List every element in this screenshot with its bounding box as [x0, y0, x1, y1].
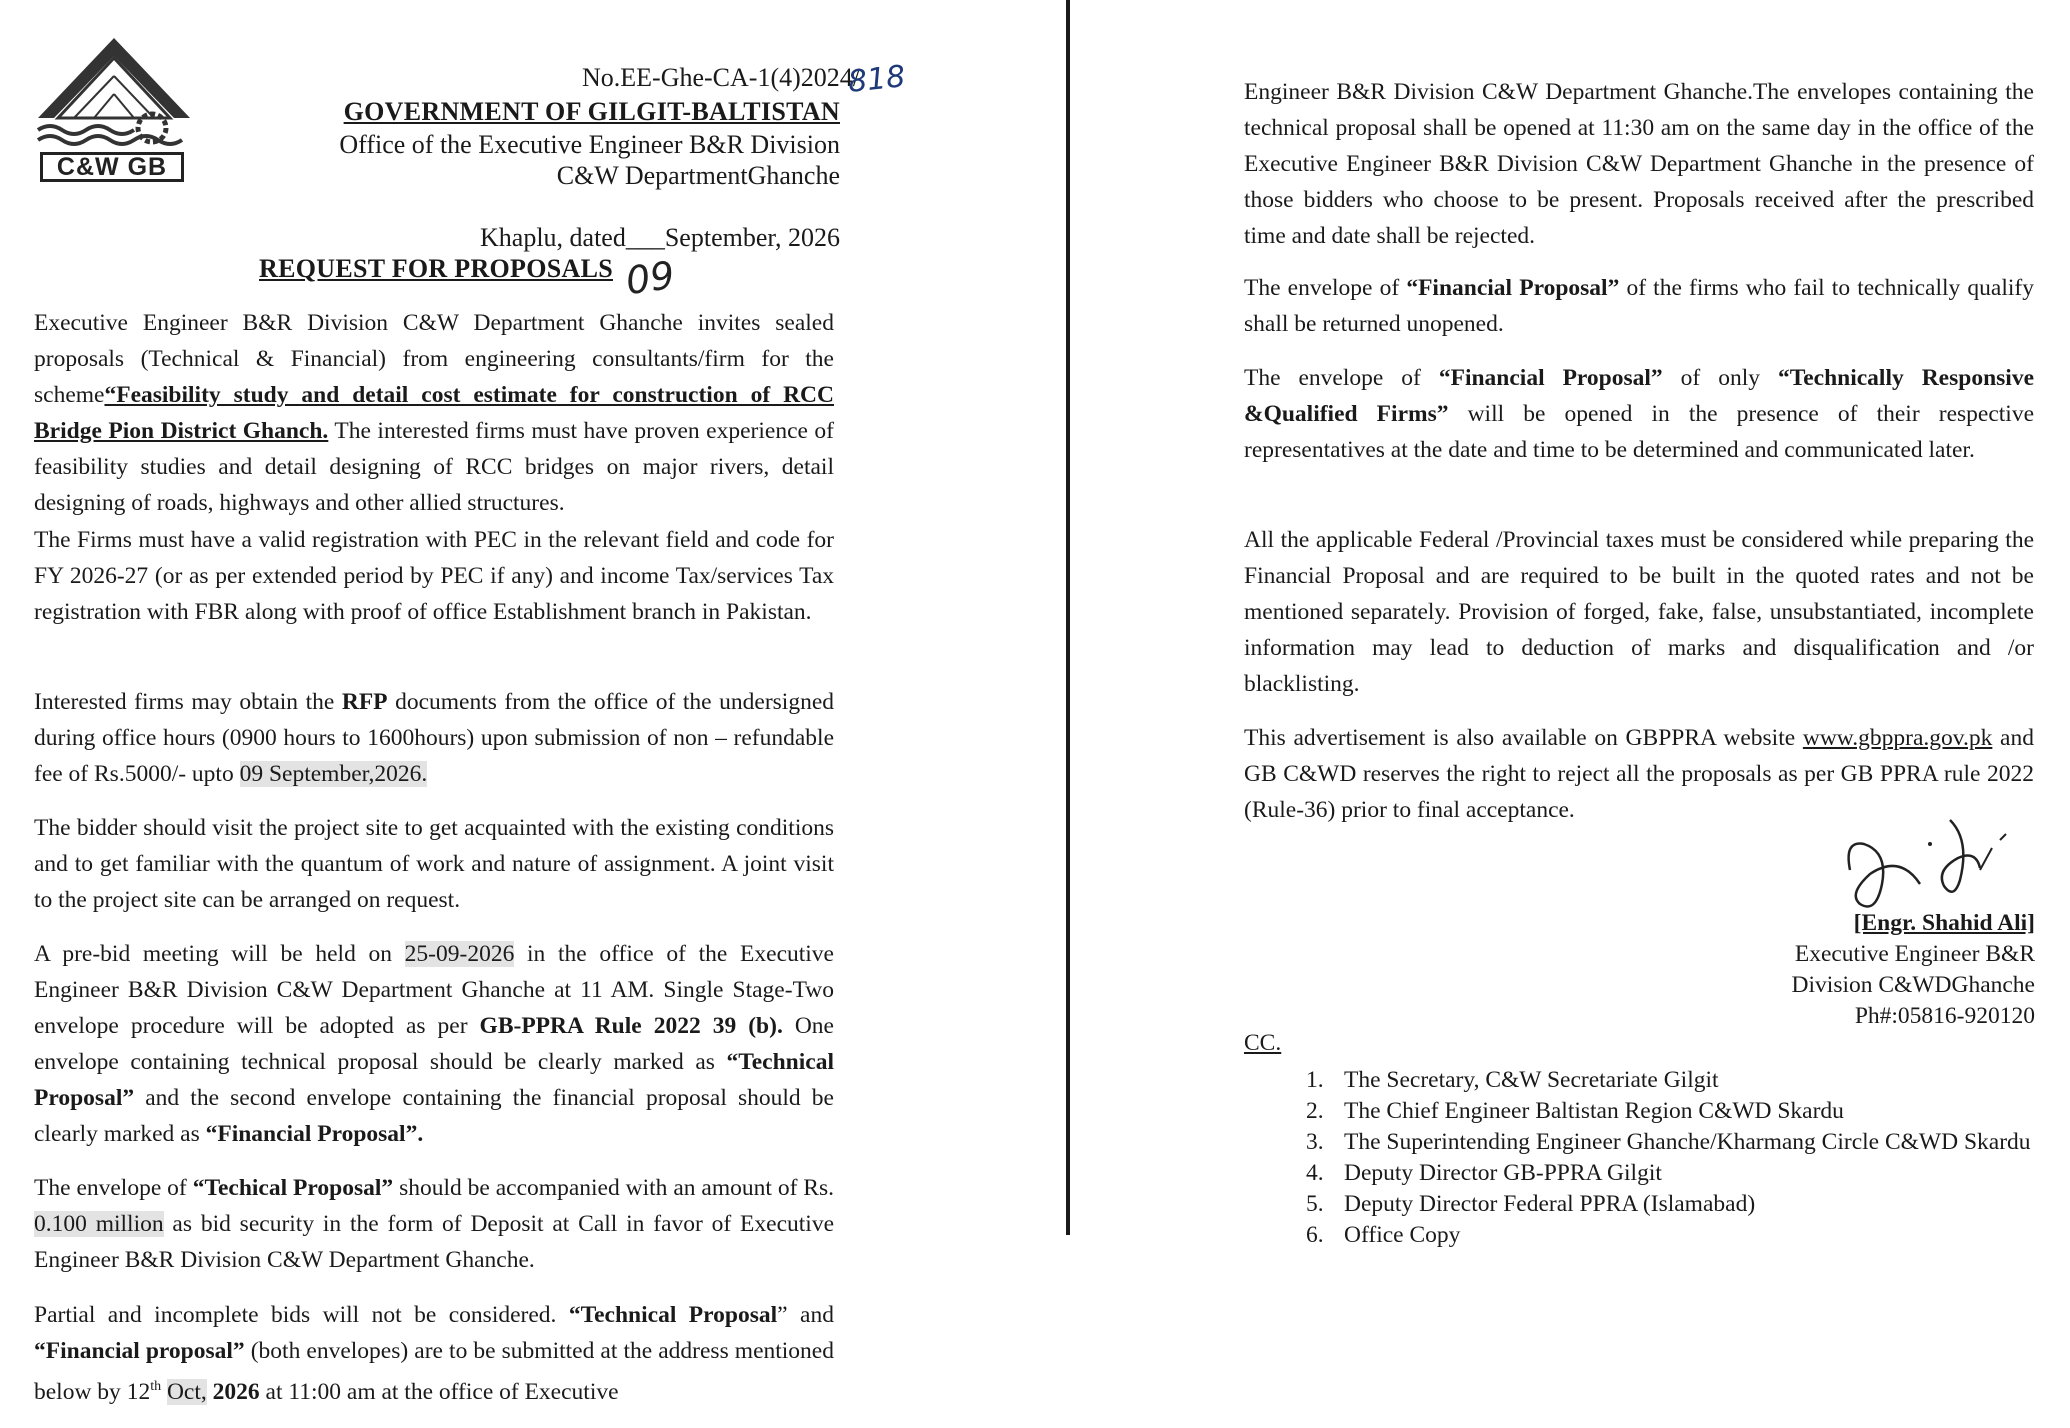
document-title: REQUEST FOR PROPOSALS: [259, 254, 613, 283]
cc-label: CC.: [1244, 1030, 1282, 1056]
handwritten-reference: 818: [846, 59, 907, 100]
reference-number: No.EE-Ghe-CA-1(4)2024/: [582, 63, 860, 92]
logo-text: C&W GB: [40, 152, 184, 182]
financial-opening-paragraph: The envelope of “Financial Proposal” of only “Technically Responsive &Qualified Firms” will be opened in the presence of their respective representatives at the date and time to be determined and communicated later.: [1244, 365, 2034, 463]
list-item: 4. Deputy Director GB-PPRA Gilgit: [1306, 1160, 1662, 1186]
handwritten-day: 09: [623, 252, 678, 304]
cc-list: [1306, 1065, 2036, 1251]
website-link[interactable]: www.gbppra.gov.pk: [1802, 725, 1993, 751]
submission-paragraph: Partial and incomplete bids will not be considered. “Technical Proposal” and “Financial proposal” (both envelopes) are to be submitted at the address mentioned below by 12th Oct, 2026 at 11:00 am at the office of Executive: [34, 1302, 834, 1405]
signatory-designation: Executive Engineer B&R: [1794, 941, 2035, 967]
opening-paragraph: Engineer B&R Division C&W Department Ghanche.The envelopes containing the technical proposal shall be opened at 11:30 am on the same day in the office of the Executive Engineer B&R Division C&W Department Ghanche in the presence of those bidders who choose to be present. Proposals received after the prescribed time and date shall be rejected.: [1244, 79, 2034, 249]
list-item: 3. The Superintending Engineer Ghanche/Kharmang Circle C&WD Skardu: [1306, 1129, 2031, 1155]
office-line-2: C&W DepartmentGhanche: [556, 161, 840, 190]
registration-paragraph: The Firms must have a valid registration with PEC in the relevant field and code for FY 2026-27 (or as per extended period by PEC if any) and income Tax/services Tax registration with FBR along with proof of office Establishment branch in Pakistan.: [34, 527, 834, 625]
office-line-1: Office of the Executive Engineer B&R Division: [339, 130, 840, 159]
page-divider: [1066, 0, 1070, 1235]
list-item: 6. Office Copy: [1306, 1222, 1461, 1248]
intro-paragraph: Executive Engineer B&R Division C&W Department Ghanche invites sealed proposals (Technical & Financial) from engineering consultants/firm for the scheme“Feasibility study and detail cost estimate for construction of RCC Bridge Pion District Ghanch. The interested firms must have proven experience of feasibility studies and detail designing of RCC bridges on major rivers, detail designing of roads, highways and other allied structures.: [34, 310, 834, 516]
signature-block: [1600, 908, 2035, 1032]
rfp-deadline: 09 September,2026.: [239, 761, 428, 787]
pre-bid-date: 25-09-2026: [404, 941, 515, 967]
site-visit-paragraph: The bidder should visit the project site to get acquainted with the existing conditions and to get familiar with the quantum of work and nature of assignment. A joint visit to the project site can be arranged on request.: [34, 815, 834, 913]
government-title: GOVERNMENT OF GILGIT-BALTISTAN: [343, 97, 840, 126]
signatory-division: Division C&WDGhanche: [1791, 972, 2035, 998]
pre-bid-paragraph: A pre-bid meeting will be held on 25-09-2026 in the office of the Executive Engineer B&R Division C&W Department Ghanche at 11 AM. Single Stage-Two envelope procedure will be adopted as per GB-PPRA Rule 2022 39 (b). One envelope containing technical proposal should be clearly marked as “Technical Proposal” and the second envelope containing the financial proposal should be clearly marked as “Financial Proposal”.: [34, 941, 834, 1147]
list-item: 5. Deputy Director Federal PPRA (Islamabad): [1306, 1191, 1756, 1217]
list-item: 1. The Secretary, C&W Secretariate Gilgit: [1306, 1067, 1719, 1093]
bid-security-amount: 0.100 million: [34, 1211, 164, 1237]
advertisement-paragraph: This advertisement is also available on GBPPRA website www.gbppra.gov.pk and GB C&WD reserves the right to reject all the proposals as per GB PPRA rule 2022 (Rule-36) prior to final acceptance.: [1244, 725, 2034, 823]
taxes-paragraph: All the applicable Federal /Provincial taxes must be considered while preparing the Financial Proposal and are required to be built in the quoted rates and not be mentioned separately. Provision of forged, fake, false, unsubstantiated, incomplete information may lead to deduction of marks and disqualification and /or blacklisting.: [1244, 527, 2034, 697]
rfp-documents-paragraph: Interested firms may obtain the RFP documents from the office of the undersigned during office hours (0900 hours to 1600hours) upon submission of non – refundable fee of Rs.5000/- upto 09 September,2026.: [34, 689, 834, 787]
list-item: 2. The Chief Engineer Baltistan Region C&WD Skardu: [1306, 1098, 1844, 1124]
bid-security-paragraph: The envelope of “Techical Proposal” should be accompanied with an amount of Rs. 0.100 million as bid security in the form of Deposit at Call in favor of Executive Engineer B&R Division C&W Department Ghanche.: [34, 1175, 835, 1273]
date-line: Khaplu, dated___September, 2026: [480, 223, 840, 252]
scheme-name: “Feasibility study and detail cost estimate for construction of RCC Bridge Pion District Ghanch.: [34, 382, 834, 444]
signatory-phone: Ph#:05816-920120: [1854, 1003, 2035, 1029]
unqualified-paragraph: The envelope of “Financial Proposal” of the firms who fail to technically qualify shall be returned unopened.: [1244, 275, 2034, 337]
signatory-name: [Engr. Shahid Ali]: [1853, 910, 2035, 936]
